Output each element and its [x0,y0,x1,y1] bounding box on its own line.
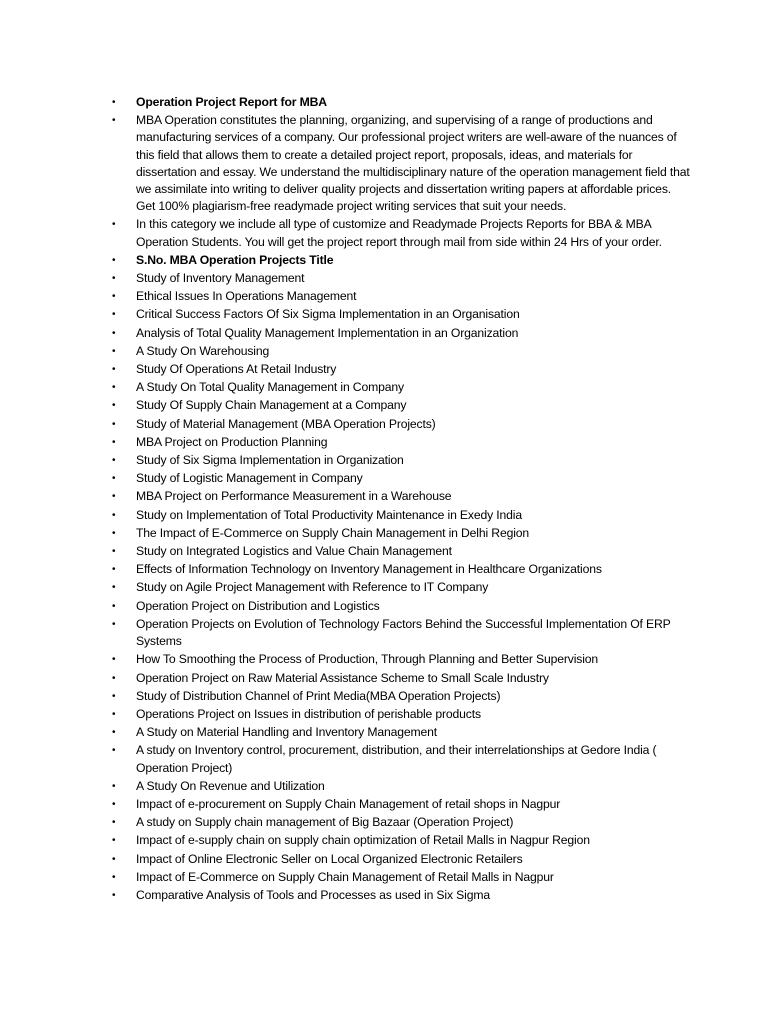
list-item [110,832,690,849]
list-item [110,306,690,323]
list-item [110,616,690,650]
bullet-icon: • [112,600,116,612]
list-item-text: A Study on Material Handling and Inventory Management [136,725,437,740]
list-item-text: Study on Agile Project Management with Reference to IT Company [136,580,489,595]
list-item-text: Study on Implementation of Total Productivity Maintenance in Exedy India [136,507,522,522]
list-item [110,598,690,615]
bullet-icon: • [112,491,116,503]
list-item [110,452,690,469]
bullet-icon: • [112,546,116,558]
list-item-text: Ethical Issues In Operations Management [136,289,357,304]
list-item-text: Study of Material Management (MBA Operation Projects) [136,416,436,431]
bullet-icon: • [112,97,116,108]
list-item [110,488,690,505]
list-item [110,851,690,868]
list-item-text: MBA Project on Production Planning [136,434,328,449]
list-item-text: Impact of e-supply chain on supply chain optimization of Retail Malls in Nagpur Region [136,833,590,848]
list-item [110,434,690,451]
list-item [110,397,690,414]
bullet-icon: • [112,727,116,739]
list-item-text: Study on Integrated Logistics and Value Chain Management [136,544,452,559]
list-item [110,216,690,250]
list-item-text: Operations Project on Issues in distribution of perishable products [136,706,481,721]
list-item-text: Study of Inventory Management [136,271,305,286]
bullet-icon: • [112,509,116,521]
list-item [110,869,690,886]
list-item-text: Critical Success Factors Of Six Sigma Implementation in an Organisation [136,307,520,322]
list-item [110,94,690,111]
list-item-text: Impact of E-Commerce on Supply Chain Management of Retail Malls in Nagpur [136,869,554,884]
list-item-text: Operation Project on Distribution and Logistics [136,598,380,613]
bullet-icon: • [112,345,116,357]
bullet-icon: • [112,817,116,829]
list-item [110,579,690,596]
list-item-text: How To Smoothing the Process of Production, Through Planning and Better Supervision [136,652,599,667]
list-item-text: Impact of e-procurement on Supply Chain Management of retail shops in Nagpur [136,796,561,811]
bullet-icon: • [112,780,116,792]
list-item-text: A study on Supply chain management of Big Bazaar (Operation Project) [136,815,514,830]
bullet-icon: • [112,219,116,231]
list-item [110,343,690,360]
bullet-icon: • [112,418,116,430]
bullet-list [110,94,690,905]
list-item-text: Operation Projects on Evolution of Technology Factors Behind the Successful Implementation Of ERP Systems [136,616,671,649]
list-item [110,706,690,723]
list-item [110,525,690,542]
bullet-icon: • [112,436,116,448]
list-item-text: S.No. MBA Operation Projects Title [136,252,334,267]
list-item [110,379,690,396]
list-item [110,470,690,487]
list-item-text: A Study On Warehousing [136,343,270,358]
bullet-icon: • [112,798,116,810]
list-item-text: Analysis of Total Quality Management Implementation in an Organization [136,325,519,340]
bullet-icon: • [112,273,116,285]
list-item-text: Study Of Operations At Retail Industry [136,362,337,377]
list-item [110,778,690,795]
bullet-icon: • [112,690,116,702]
list-item-text: MBA Project on Performance Measurement in a Warehouse [136,489,452,504]
bullet-icon: • [112,455,116,467]
list-item [110,742,690,776]
list-item-text: In this category we include all type of customize and Readymade Projects Reports for BBA & MBA Operation Students. You will get the project report through mail from side within 24 Hrs of your order. [136,217,662,249]
list-item-text: The Impact of E-Commerce on Supply Chain Management in Delhi Region [136,525,530,540]
list-item [110,724,690,741]
list-item [110,112,690,215]
bullet-icon: • [112,382,116,394]
bullet-icon: • [112,291,116,303]
bullet-icon: • [112,654,116,666]
bullet-icon: • [112,708,116,720]
list-item [110,270,690,287]
list-item [110,670,690,687]
list-item-text: Operation Project Report for MBA [136,95,327,109]
bullet-icon: • [112,618,116,630]
list-item-text: Study of Logistic Management in Company [136,471,363,486]
bullet-icon: • [112,327,116,339]
bullet-icon: • [112,871,116,883]
list-item [110,887,690,904]
list-item-text: Study of Six Sigma Implementation in Organization [136,453,404,468]
list-item [110,561,690,578]
bullet-icon: • [112,745,116,757]
list-item-text: MBA Operation constitutes the planning, organizing, and supervising of a range of productions and manufacturing services of a company. Our professional project writers are well-aware of the nuances of this field that allows them to create a detailed project report, proposals, ideas, and materials for dissertation and essay. We understand the multidisciplinary nature of the operation management field that we assimilate into writing to deliver quality projects and dissertation writing papers at affordable prices. Get 100% plagiarism-free readymade project writing services that suit your needs. [136,113,690,214]
bullet-icon: • [112,564,116,576]
bullet-icon: • [112,473,116,485]
bullet-icon: • [112,115,116,127]
list-item [110,796,690,813]
list-item-text: A study on Inventory control, procurement, distribution, and their interrelationships at Gedore India ( Operation Project) [136,743,657,775]
list-item [110,288,690,305]
bullet-icon: • [112,364,116,376]
bullet-icon: • [112,853,116,865]
list-item-text: A Study On Revenue and Utilization [136,778,325,793]
list-item [110,507,690,524]
bullet-icon: • [112,835,116,847]
list-item-text: Study of Distribution Channel of Print Media(MBA Operation Projects) [136,688,501,703]
list-item-text: Operation Project on Raw Material Assistance Scheme to Small Scale Industry [136,670,549,685]
bullet-icon: • [112,309,116,321]
list-item-text: Impact of Online Electronic Seller on Local Organized Electronic Retailers [136,851,523,866]
bullet-icon: • [112,254,116,266]
list-item-text: Comparative Analysis of Tools and Processes as used in Six Sigma [136,887,490,902]
list-item [110,814,690,831]
list-item-text: Study Of Supply Chain Management at a Company [136,398,407,413]
list-item [110,252,690,269]
bullet-icon: • [112,889,116,901]
bullet-icon: • [112,527,116,539]
list-item [110,543,690,560]
list-item-text: A Study On Total Quality Management in Company [136,380,404,395]
bullet-icon: • [112,672,116,684]
bullet-icon: • [112,400,116,412]
bullet-icon: • [112,582,116,594]
list-item [110,361,690,378]
list-item [110,416,690,433]
list-item [110,325,690,342]
list-item [110,651,690,668]
list-item-text: Effects of Information Technology on Inventory Management in Healthcare Organizations [136,562,602,577]
list-item [110,688,690,705]
